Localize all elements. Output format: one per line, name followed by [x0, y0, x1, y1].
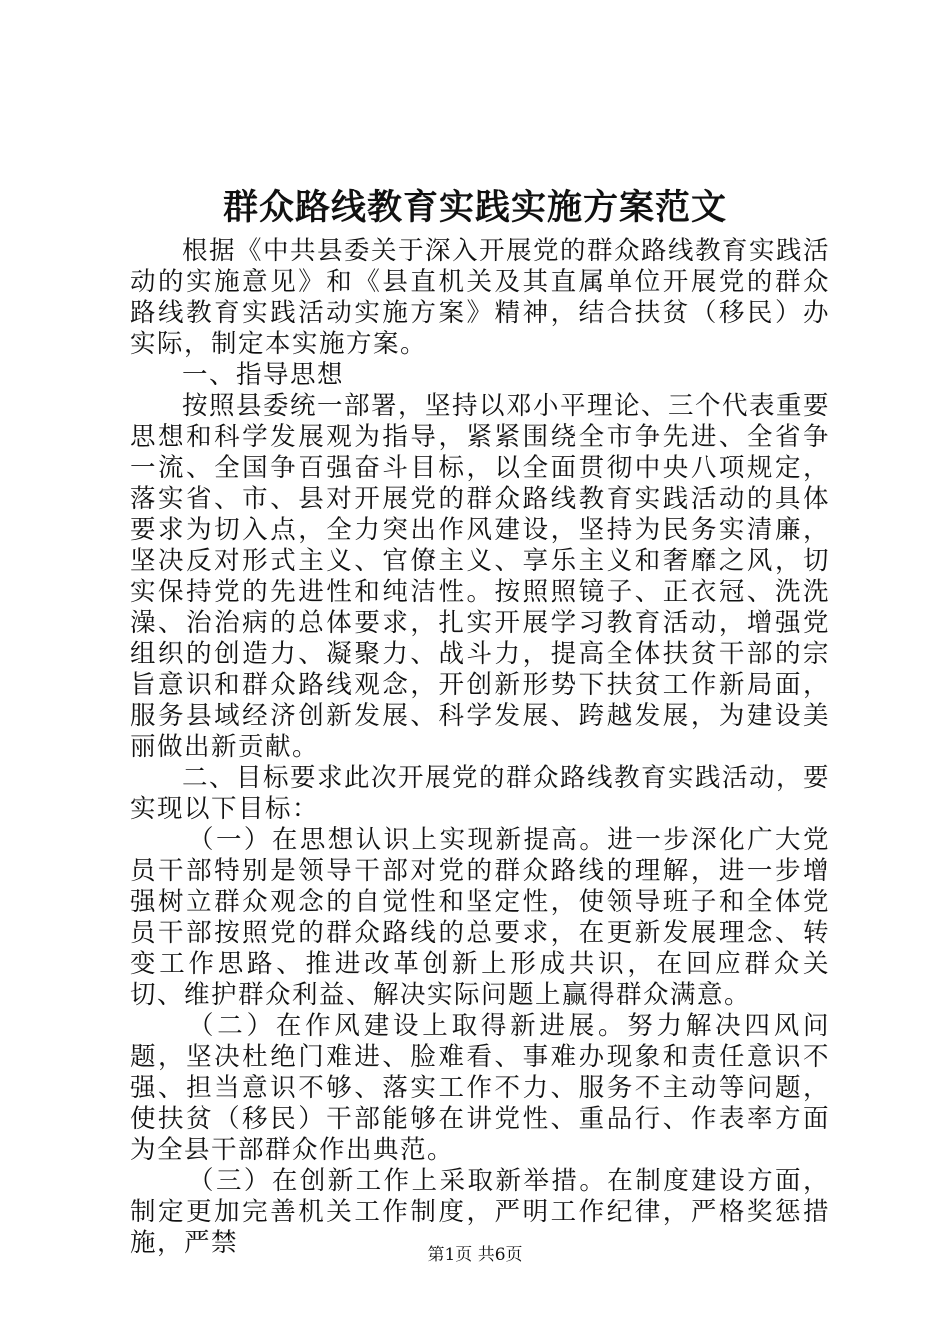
paragraph-guiding-ideology: 按照县委统一部署，坚持以邓小平理论、三个代表重要思想和科学发展观为指导，紧紧围绕全市争先进、全省争一流、全国争百强奋斗目标，以全面贯彻中央八项规定，落实省、市、县对开展党的群众路线教育实践活动的具体要求为切入点，全力突出作风建设，坚持为民务实清廉，坚决反对形式主义、官僚主义、享乐主义和奢靡之风，切实保持党的先进性和纯洁性。按照照镜子、正衣冠、洗洗澡、治治病的总体要求，扎实开展学习教育活动，增强党组织的创造力、凝聚力、战斗力，提高全体扶贫干部的宗旨意识和群众路线观念，开创新形势下扶贫工作新局面，服务县域经济创新发展、科学发展、跨越发展，为建设美丽做出新贡献。: [130, 391, 831, 762]
document-body: [130, 236, 830, 1259]
paragraph-goal-3: （三）在创新工作上采取新举措。在制度建设方面，制定更加完善机关工作制度，严明工作纪律，严格奖惩措施，严禁: [130, 1166, 830, 1258]
page-footer: 第1页 共6页: [427, 1245, 523, 1265]
document-title: 群众路线教育实践实施方案范文: [222, 187, 727, 228]
heading-goals: 二、目标要求此次开展党的群众路线教育实践活动，要实现以下目标：: [130, 763, 831, 824]
paragraph-goal-2: （二）在作风建设上取得新进展。努力解决四风问题，坚决杜绝门难进、脸难看、事难办现象和责任意识不强、担当意识不够、落实工作不力、服务不主动等问题，使扶贫（移民）干部能够在讲党性、重品行、作表率方面为全县干部群众作出典范。: [130, 1011, 830, 1165]
paragraph-intro: 根据《中共县委关于深入开展党的群众路线教育实践活动的实施意见》和《县直机关及其直属单位开展党的群众路线教育实践活动实施方案》精神，结合扶贫（移民）办实际，制定本实施方案。: [130, 236, 831, 359]
heading-guiding-ideology: 一、指导思想: [182, 360, 345, 390]
paragraph-goal-1: （一）在思想认识上实现新提高。进一步深化广大党员干部特别是领导干部对党的群众路线的理解，进一步增强树立群众观念的自觉性和坚定性，使领导班子和全体党员干部按照党的群众路线的总要求，在更新发展理念、转变工作思路、推进改革创新上形成共识，在回应群众关切、维护群众利益、解决实际问题上赢得群众满意。: [130, 825, 830, 1010]
